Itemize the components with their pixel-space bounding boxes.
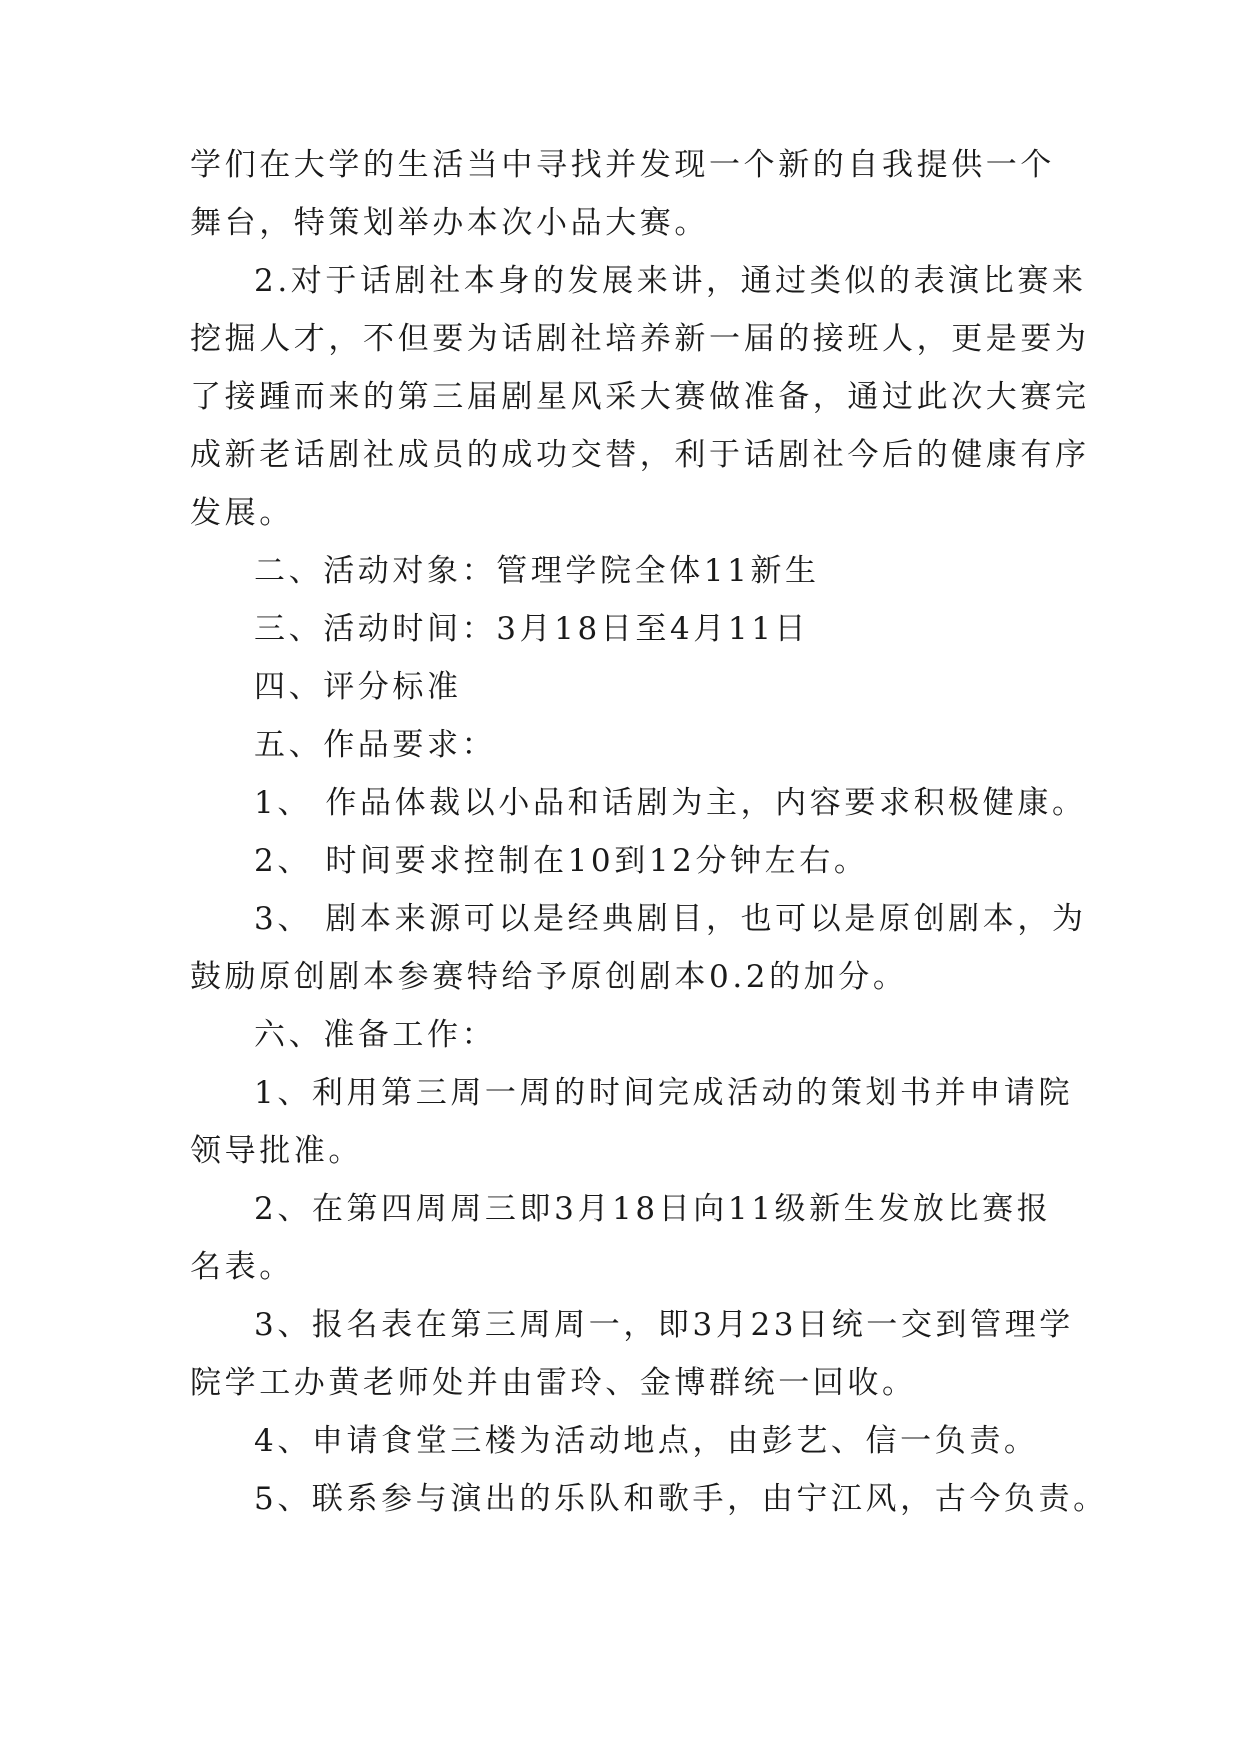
list-item: 4、申请食堂三楼为活动地点，由彭艺、信一负责。 — [254, 1423, 1039, 1459]
paragraph-line: 挖掘人才，不但要为话剧社培养新一届的接班人，更是要为 — [190, 321, 1090, 357]
section-heading: 五、作品要求： — [254, 727, 497, 763]
section-heading: 二、活动对象：管理学院全体11新生 — [254, 553, 820, 589]
list-item: 2、 时间要求控制在10到12分钟左右。 — [254, 843, 869, 879]
list-item: 5、联系参与演出的乐队和歌手，由宁江风，古今负责。 — [254, 1481, 1108, 1517]
paragraph-line: 了接踵而来的第三届剧星风采大赛做准备，通过此次大赛完 — [190, 379, 1090, 415]
paragraph-line: 名表。 — [190, 1249, 294, 1285]
paragraph-line: 发展。 — [190, 495, 294, 531]
list-item: 3、 剧本来源可以是经典剧目，也可以是原创剧本，为 — [254, 901, 1087, 937]
paragraph-line: 学们在大学的生活当中寻找并发现一个新的自我提供一个 — [190, 147, 1055, 183]
list-item: 3、报名表在第三周周一，即3月23日统一交到管理学 — [254, 1307, 1074, 1343]
list-item: 2、在第四周周三即3月18日向11级新生发放比赛报 — [254, 1191, 1052, 1227]
paragraph-line: 舞台，特策划举办本次小品大赛。 — [190, 205, 709, 241]
list-item: 1、 作品体裁以小品和话剧为主，内容要求积极健康。 — [254, 785, 1087, 821]
paragraph-line: 成新老话剧社成员的成功交替，利于话剧社今后的健康有序 — [190, 437, 1090, 473]
paragraph-line: 2.对于话剧社本身的发展来讲，通过类似的表演比赛来 — [254, 263, 1087, 299]
paragraph-line: 领导批准。 — [190, 1133, 363, 1169]
section-heading: 四、评分标准 — [254, 669, 462, 705]
paragraph-line: 院学工办黄老师处并由雷玲、金博群统一回收。 — [190, 1365, 917, 1401]
section-heading: 六、准备工作： — [254, 1017, 497, 1053]
section-heading: 三、活动时间：3月18日至4月11日 — [254, 611, 810, 647]
list-item: 1、利用第三周一周的时间完成活动的策划书并申请院 — [254, 1075, 1074, 1111]
paragraph-line: 鼓励原创剧本参赛特给予原创剧本0.2的加分。 — [190, 959, 908, 995]
